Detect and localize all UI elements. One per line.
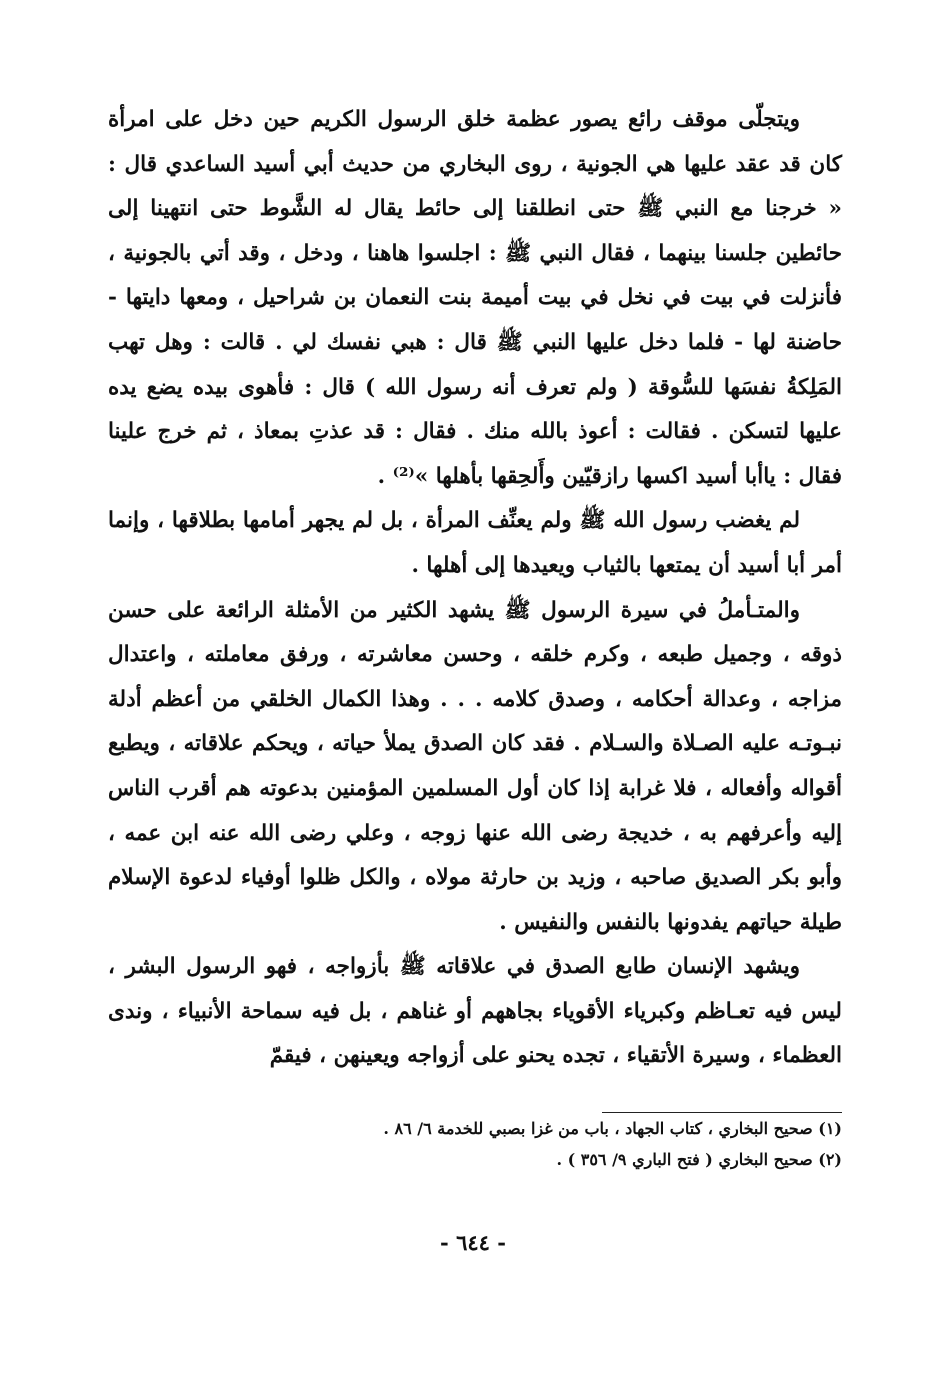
paragraph-jawniya-story: ويتجلّى موقف رائع يصور عظمة خلق الرسول الكريم حين دخل على امرأة كان قد عقد عليها هي الجونية ، روى البخاري من حديث أبي أسيد الساعدي قال : « خرجنا مع النبي ﷺ حتى انطلقنا إلى حائط يقال له الشَّوط حتى انتهينا إلى حائطين جلسنا بينهما ، فقال النبي ﷺ : اجلسوا هاهنا ، ودخل ، وقد أتي بالجونية ، فأنزلت في بيت في نخل في بيت أميمة بنت النعمان بن شراحيل ، ومعها دايتها - حاضنة لها - فلما دخل عليها النبي ﷺ قال : هبي نفسك لي . قالت : وهل تهب المَلِكةُ نفسَها للسُّوقة ( ولم تعرف أنه رسول الله ) قال : فأهوى بيده يضع يده عليها لتسكن . فقالت : أعوذ بالله منك . فقال : قد عذتِ بمعاذ ، ثم خرج علينا فقال : ياأبا أسيد اكسها رازقيّين وأَلحِقها بأهلها »⁽²⁾ . xyxy=(108,107,842,489)
footnotes-section xyxy=(108,1112,842,1175)
paragraph-no-anger: لم يغضب رسول الله ﷺ ولم يعنِّف المرأة ، بل لم يجهر أمامها بطلاقها ، وإنما أمر أبا أسيد أن يمتعها بالثياب ويعيدها إلى أهلها . xyxy=(108,508,842,578)
paragraph-wives-honesty: ويشهد الإنسان طابع الصدق في علاقاته ﷺ بأزواجه ، فهو الرسول البشر ، ليس فيه تعـاظم وكبرياء الأقوياء بجاههم أو غناهم ، بل فيه سماحة الأنبياء ، وندى العظماء ، وسيرة الأتقياء ، تجده يحنو على أزواجه ويعينهن ، فيقمّ xyxy=(108,954,842,1069)
main-text-block xyxy=(108,98,842,1079)
footnote-2: (٢) صحيح البخاري ( فتح الباري ٩/ ٣٥٦ ) . xyxy=(556,1150,842,1169)
page-number: - ٦٤٤ - xyxy=(440,1230,506,1255)
paragraph-prophet-character: والمتـأملُ في سيرة الرسول ﷺ يشهد الكثير من الأمثلة الرائعة على حسن ذوقه ، وجميل طبعه ، وكرم خلقه ، وحسن معاشرته ، ورفق معاملته ، واعتدال مزاجه ، وعدالة أحكامه ، وصدق كلامه . . . وهذا الكمال الخلقي من أعظم أدلة نبـوتـه عليه الصـلاة والسـلام . فقد كان الصدق يملأ حياته ، ويحكم علاقاته ، ويطبع أقواله وأفعاله ، فلا غرابة إذا كان أول المسلمين المؤمنين بدعوته هم أقرب الناس إليه وأعرفهم به ، خديجة رضى الله عنها زوجه ، وعلي رضى الله عنه ابن عمه ، وأبو بكر الصديق صاحبه ، وزيد بن حارثة مولاه ، والكل ظلوا أوفياء لدعوة الإسلام طيلة حياتهم يفدونها بالنفس والنفيس . xyxy=(108,597,842,935)
footnote-1: (١) صحيح البخاري ، كتاب الجهاد ، باب من غزا بصبي للخدمة ٦/ ٨٦ . xyxy=(383,1119,842,1138)
